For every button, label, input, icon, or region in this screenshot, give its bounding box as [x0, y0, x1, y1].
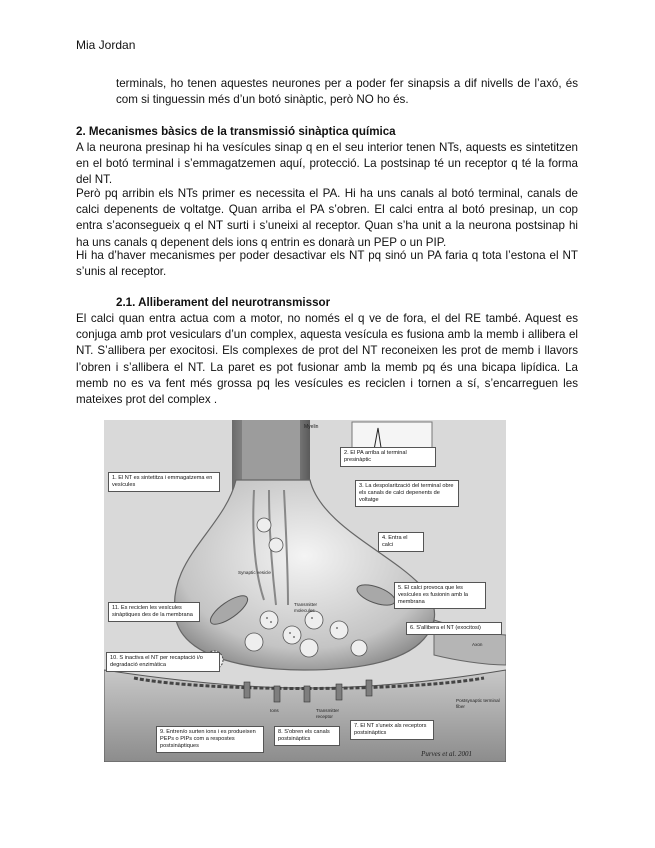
section-2-heading: 2. Mecanismes bàsics de la transmissió sinàptica química: [76, 125, 396, 138]
axon-label: Axon: [472, 642, 483, 647]
section-2-paragraph-1: A la neurona presinap hi ha vesícules sinap q en el seu interior tenen NTs, aquests es sintetitzen en el botó terminal i s’emmagatzemen aquí, protecció. La postsinap té un receptor q té la forma del NT.: [76, 141, 578, 187]
section-2-1-paragraph: El calci quan entra actua com a motor, no només el q ve de fora, el del RE també. Aquest es conjuga amb prot vesiculars d’un complex, aquesta vesícula es fusiona amb la memb i allibera el NT. S’allibera per exocitosi. Els complexes de prot del NT reconeixen les prot de memb i llavors l’obren i s’allibera el NT. La paret es pot fusionar amb la memb pq és una bicapa lipídica. La memb no es va fent més grossa pq les vesícules es reciclen i tornen a sí, s’encarreguen les mateixes prot del complex .: [76, 312, 578, 407]
myelin-label: Myelin: [304, 424, 319, 430]
figure-caption: Purves et al. 2001: [421, 750, 472, 758]
section-2-paragraph-3: Hi ha d’haver mecanismes per poder desactivar els NT pq sinó un PA faria q tota l’estona el NT s’unis al receptor.: [76, 249, 578, 279]
synapse-figure: [104, 420, 506, 762]
figure-label-2: 2. El PA arriba al terminal presinàptic: [340, 447, 436, 467]
section-2-1-heading: 2.1. Alliberament del neurotransmissor: [116, 296, 331, 309]
transmitter-receptor-label: Transmitter receptor: [316, 708, 340, 719]
figure-label-3: 3. La despolarització del terminal obre els canals de calci depenents de voltatge: [355, 480, 459, 507]
figure-label-7: 7. El NT s'uneix als receptors postsinàptics: [350, 720, 434, 740]
figure-label-5: 5. El calci provoca que les vesícules es fusionin amb la membrana: [394, 582, 486, 609]
figure-label-6: 6. S'allibera el NT (exocitosi): [406, 622, 502, 635]
postsynaptic-terminal-label: Postsynaptic terminal fiber: [456, 698, 500, 709]
ions-label: Ions: [270, 708, 279, 713]
transmitter-molecules-label: Transmitter molecules: [294, 602, 318, 613]
figure-label-1: 1. El NT es sintetitza i emmagatzema en vesícules: [108, 472, 220, 492]
figure-label-4: 4. Entra el calci: [378, 532, 424, 552]
synaptic-vesicle-label: Synaptic vesicle: [238, 570, 271, 575]
figure-label-11: 11. Es reciclen les vesícules sinàptiques des de la membrana: [108, 602, 200, 622]
author-name: Mia Jordan: [76, 38, 136, 52]
figure-label-10: 10. S inactiva el NT per recaptació i/o degradació enzimàtica: [106, 652, 220, 672]
figure-label-8: 8. S'obren els canals postsinàptics: [274, 726, 340, 746]
section-2-paragraph-2: Però pq arribin els NTs primer es necessita el PA. Hi ha uns canals al botó terminal, canals de calci depenents de voltatge. Quan arriba el PA s’obren. El calci entra al botó presinap, un cop entra s’aconsegueix q el NT surti i s’uneixi al receptor. Quan s’ha unit a la neurona postsinap hi ha uns canals q depenent dels ions q entrin es donarà un PEP o un PIP.: [76, 187, 578, 249]
figure-label-9: 9. Entren/o surten ions i es produeixen PEPs o PIPs com a respostes postsinàptiques: [156, 726, 264, 753]
intro-paragraph: terminals, ho tenen aquestes neurones per a poder fer sinapsis a dif nivells de l’axó, és com si tinguessin més d’un botó sinàptic, però NO ho és.: [116, 77, 578, 107]
